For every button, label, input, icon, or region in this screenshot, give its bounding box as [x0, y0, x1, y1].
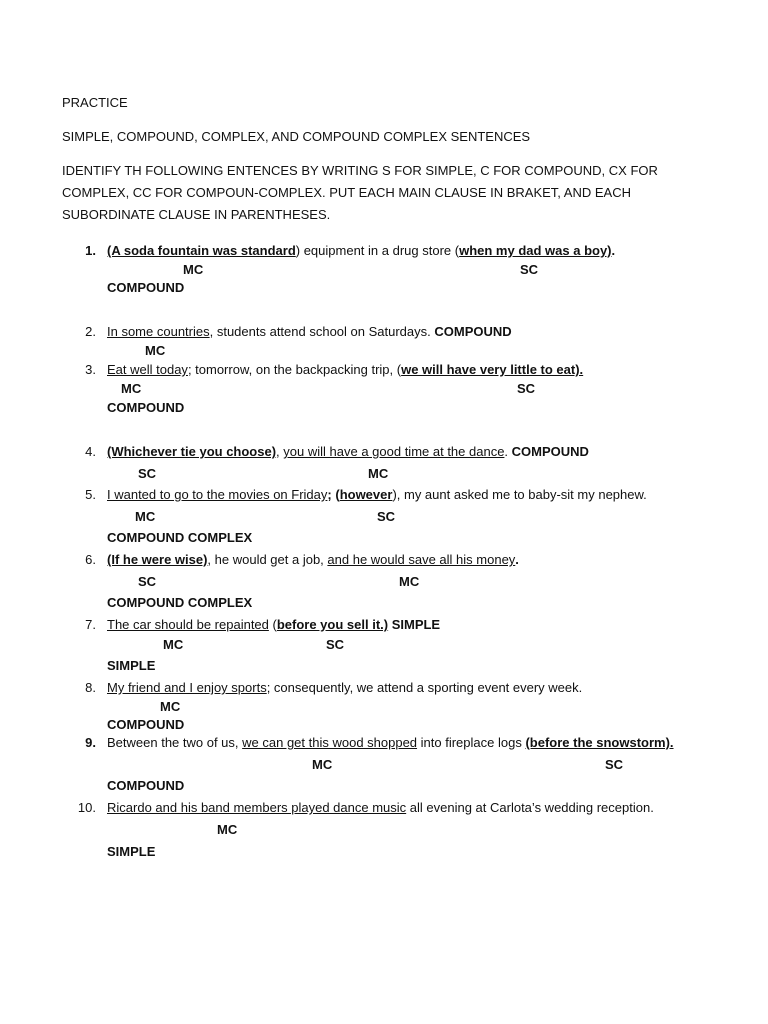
sentence-8 [107, 680, 582, 696]
item-number: 8. [85, 680, 96, 695]
clause-label: MC [368, 466, 389, 481]
sentence-text: into fireplace logs [417, 735, 526, 750]
clause-label: MC [135, 509, 156, 524]
clause-label: SC [517, 381, 536, 396]
subordinate-clause: however [339, 487, 393, 502]
subordinate-clause: before you sell it.) [276, 617, 389, 632]
clause-label: SC [138, 466, 157, 481]
item-number: 1. [85, 243, 96, 258]
clause-label: SC [520, 262, 539, 277]
answer-label: SIMPLE [388, 617, 441, 632]
clause-label: MC [183, 262, 204, 277]
answer-label: COMPOUND [107, 778, 185, 793]
main-clause: and he would save all his money [327, 552, 516, 567]
answer-label: SIMPLE [107, 844, 156, 859]
sentence-text: ; ( [327, 487, 340, 502]
sentence-text: ; tomorrow, on the backpacking trip, ( [187, 362, 402, 377]
answer-label: COMPOUND [511, 444, 589, 459]
item-number: 5. [85, 487, 96, 502]
main-clause: you will have a good time at the dance [283, 444, 505, 459]
answer-label: SIMPLE [107, 658, 156, 673]
sentence-4 [107, 444, 589, 460]
subordinate-clause: (Whichever tie you choose) [107, 444, 277, 459]
clause-label: MC [121, 381, 142, 396]
item-number: 3. [85, 362, 96, 377]
answer-label: COMPOUND COMPLEX [107, 530, 253, 545]
sentence-text: Between the two of us, [107, 735, 243, 750]
sentence-10 [107, 800, 654, 816]
item-number: 10. [77, 800, 96, 815]
sentence-text: ) equipment in a drug store ( [295, 243, 460, 258]
clause-label: SC [326, 637, 345, 652]
subordinate-clause: (If he were wise) [107, 552, 208, 567]
sentence-text: . [515, 552, 519, 567]
item-number: 6. [85, 552, 96, 567]
sentence-text: ( [268, 617, 277, 632]
subordinate-clause: we will have very little to eat). [401, 362, 584, 377]
sentence-text: ; consequently, we attend a sporting event every week. [266, 680, 583, 695]
instructions: IDENTIFY TH FOLLOWING ENTENCES BY WRITING S FOR SIMPLE, C FOR COMPOUND, CX FOR COMPLEX, CC FOR COMPOUN-COMPLEX. PUT EACH MAIN CLAUSE IN BRAKET, AND EACH SUBORDINATE CLAUSE IN PARENTHESES. [62, 163, 658, 222]
main-clause: (A soda fountain was standard [107, 243, 296, 258]
sentence-text: all evening at Carlota’s wedding reception. [406, 800, 654, 815]
main-clause: The car should be repainted [107, 617, 269, 632]
answer-label: COMPOUND [107, 280, 185, 295]
answer-label: COMPOUND [434, 324, 512, 339]
item-number: 7. [85, 617, 96, 632]
clause-label: MC [312, 757, 333, 772]
clause-label: MC [217, 822, 238, 837]
clause-label: SC [138, 574, 157, 589]
answer-label: COMPOUND [107, 717, 185, 732]
sentence-text: , students attend school on Saturdays. [209, 324, 435, 339]
clause-label: MC [163, 637, 184, 652]
item-number: 2. [85, 324, 96, 339]
clause-label: SC [377, 509, 396, 524]
clause-label: MC [160, 699, 181, 714]
sentence-2 [107, 324, 512, 340]
main-clause: Eat well today [107, 362, 188, 377]
subordinate-clause: (before the snowstorm). [525, 735, 674, 750]
answer-label: COMPOUND [107, 400, 185, 415]
sentence-5 [107, 487, 647, 503]
sentence-1 [107, 243, 615, 259]
item-number: 4. [85, 444, 96, 459]
sentence-text: ), my aunt asked me to baby-sit my nephew. [392, 487, 647, 502]
sentence-9 [107, 735, 674, 751]
sentence-text: . [611, 243, 616, 258]
sentence-7 [107, 617, 440, 633]
clause-label: MC [145, 343, 166, 358]
subordinate-clause: when my dad was a boy) [459, 243, 612, 258]
answer-label: COMPOUND COMPLEX [107, 595, 253, 610]
main-clause: In some countries [107, 324, 210, 339]
main-clause: Ricardo and his band members played dance music [107, 800, 407, 815]
main-clause: My friend and I enjoy sports [107, 680, 267, 695]
sentence-6 [107, 552, 519, 568]
sentence-text: , [276, 444, 284, 459]
main-clause: we can get this wood shopped [242, 735, 418, 750]
main-clause: I wanted to go to the movies on Friday [107, 487, 328, 502]
page-subtitle: SIMPLE, COMPOUND, COMPLEX, AND COMPOUND COMPLEX SENTENCES [62, 129, 531, 144]
clause-label: MC [399, 574, 420, 589]
item-number: 9. [85, 735, 96, 750]
sentence-text: , he would get a job, [207, 552, 328, 567]
sentence-3 [107, 362, 583, 378]
sentence-text: . [504, 444, 512, 459]
page-title: PRACTICE [62, 95, 128, 110]
clause-label: SC [605, 757, 624, 772]
